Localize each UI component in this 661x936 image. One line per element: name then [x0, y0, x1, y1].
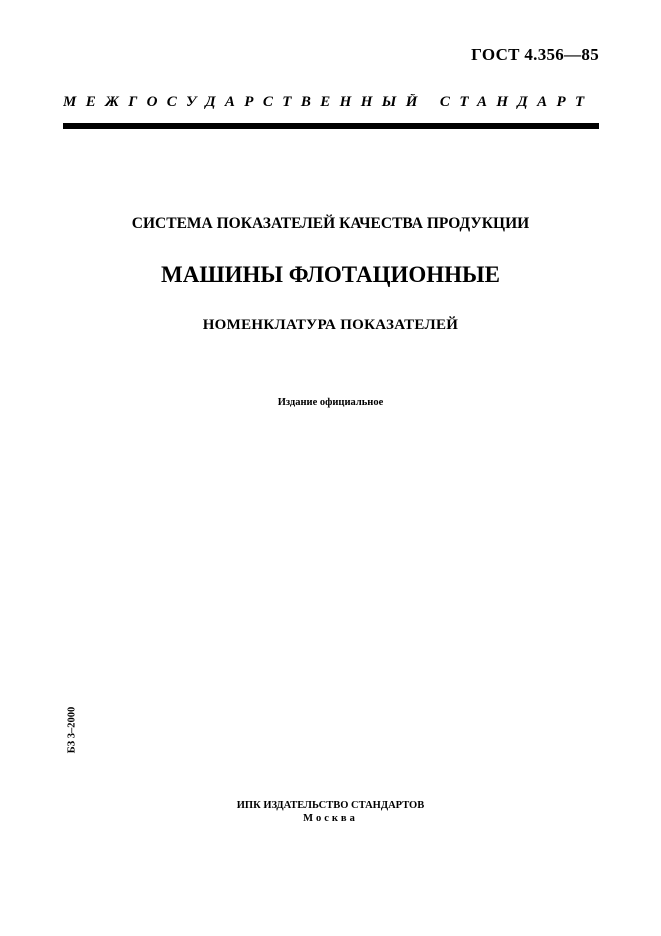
edition-note: Издание официальное	[277, 397, 384, 408]
main-title: МАШИНЫ ФЛОТАЦИОННЫЕ	[161, 262, 500, 287]
gost-number: ГОСТ 4.356—85	[471, 45, 599, 64]
horizontal-rule	[63, 123, 599, 129]
side-code: БЗ 3–2000	[66, 706, 78, 754]
publisher-name: ИПК ИЗДАТЕЛЬСТВО СТАНДАРТОВ	[236, 800, 425, 811]
system-title: СИСТЕМА ПОКАЗАТЕЛЕЙ КАЧЕСТВА ПРОДУКЦИИ	[131, 215, 530, 232]
publisher-city: Москва	[303, 813, 358, 824]
standard-type-heading: МЕЖГОСУДАРСТВЕННЫЙ СТАНДАРТ	[63, 94, 594, 110]
subtitle: НОМЕНКЛАТУРА ПОКАЗАТЕЛЕЙ	[202, 317, 459, 333]
